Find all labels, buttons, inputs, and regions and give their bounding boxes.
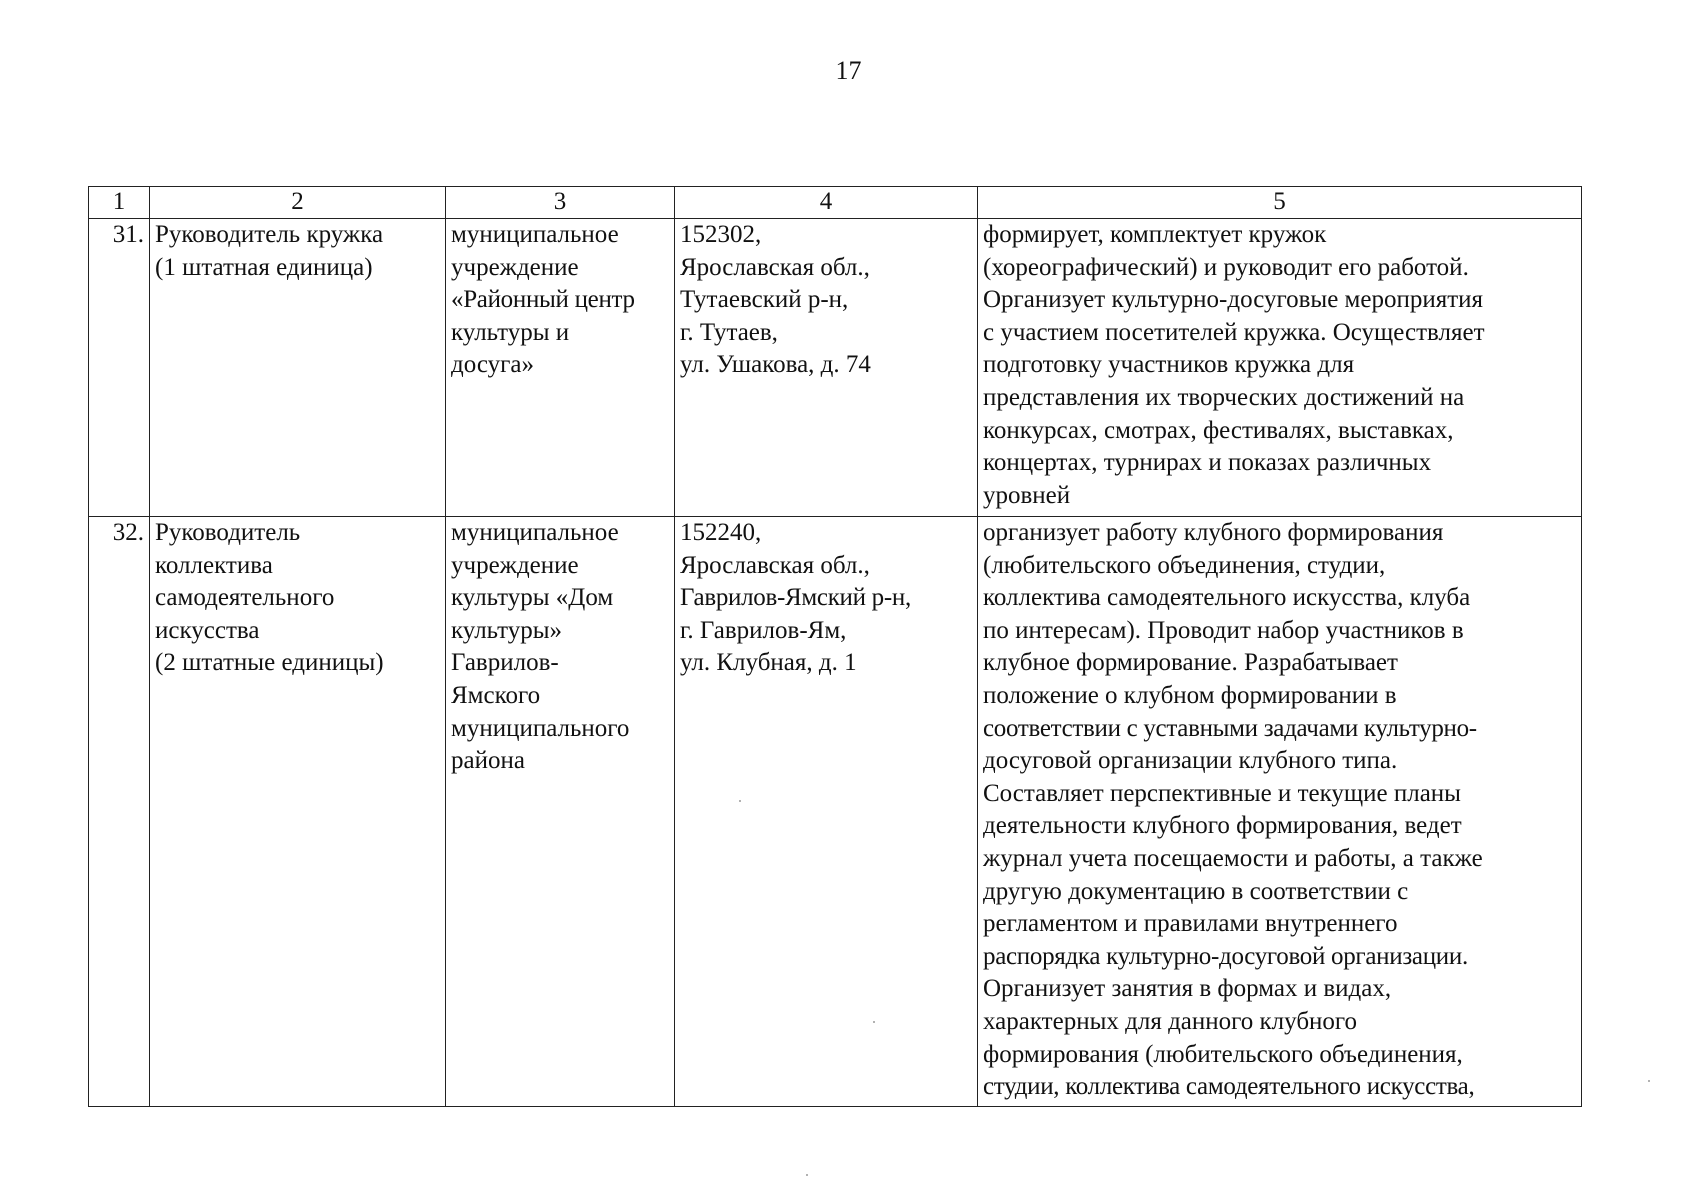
column-header: 1 — [89, 187, 150, 219]
text-line: клубное формирование. Разрабатывает — [983, 649, 1398, 677]
text-line: учреждение — [451, 551, 579, 579]
text-line: г. Гаврилов-Ям, — [680, 616, 847, 644]
text-line: формирования (любительского объединения, — [983, 1040, 1463, 1068]
text-line: характерных для данного клубного — [983, 1007, 1358, 1035]
row-number: 32. — [89, 517, 150, 1107]
scan-speck — [739, 800, 741, 802]
text-line: (хореографический) и руководит его работой. — [983, 253, 1469, 281]
position-cell — [150, 517, 446, 1107]
duties-cell — [978, 219, 1582, 517]
text-line: Гаврилов-Ямский р-н, — [680, 584, 911, 612]
text-line: Гаврилов- — [451, 649, 559, 677]
text-line: журнал учета посещаемости и работы, а также — [983, 844, 1483, 872]
text-line: культуры» — [451, 616, 563, 644]
text-line: «Районный центр — [451, 286, 635, 314]
text-line: (1 штатная единица) — [155, 253, 373, 281]
address-cell — [675, 517, 978, 1107]
text-line: района — [451, 747, 525, 775]
text-line: 152240, — [680, 519, 762, 546]
position-cell — [150, 219, 446, 517]
page-number: 17 — [835, 56, 862, 85]
text-line: концертах, турнирах и показах различных — [983, 449, 1432, 477]
organization-cell — [446, 517, 675, 1107]
column-header: 5 — [978, 187, 1582, 219]
text-line: с участием посетителей кружка. Осуществляет — [983, 318, 1485, 346]
scan-speck — [1648, 1080, 1650, 1082]
text-line: коллектива самодеятельного искусства, клуба — [983, 584, 1471, 612]
table-row — [89, 219, 1582, 517]
text-line: Ямского — [451, 681, 541, 709]
text-line: Руководитель — [155, 519, 301, 546]
text-line: Составляет перспективные и текущие планы — [983, 779, 1461, 807]
column-header: 4 — [675, 187, 978, 219]
text-line: Ярославская обл., — [680, 253, 870, 281]
text-line: Организует занятия в формах и видах, — [983, 975, 1392, 1003]
text-line: муниципальное — [451, 519, 619, 546]
text-line: ул. Клубная, д. 1 — [680, 649, 857, 677]
text-line: подготовку участников кружка для — [983, 351, 1355, 379]
text-line: деятельности клубного формирования, ведет — [983, 812, 1462, 840]
text-line: уровней — [983, 481, 1071, 509]
text-line: досуговой организации клубного типа. — [983, 747, 1398, 775]
text-line: г. Тутаев, — [680, 318, 778, 346]
text-line: Организует культурно-досуговые мероприятия — [983, 286, 1484, 314]
column-header: 3 — [446, 187, 675, 219]
text-line: конкурсах, смотрах, фестивалях, выставках, — [983, 416, 1454, 444]
text-line: самодеятельного — [155, 584, 335, 612]
address-cell — [675, 219, 978, 517]
table-header-row — [89, 187, 1582, 219]
text-line: Ярославская обл., — [680, 551, 870, 579]
text-line: соответствии с уставными задачами культурно- — [983, 714, 1477, 742]
text-line: другую документацию в соответствии с — [983, 877, 1409, 905]
text-line: формирует, комплектует кружок — [983, 221, 1327, 248]
text-line: студии, коллектива самодеятельного искусства, — [983, 1073, 1475, 1101]
text-line: организует работу клубного формирования — [983, 519, 1444, 546]
text-line: культуры «Дом — [451, 584, 614, 612]
text-line: культуры и — [451, 318, 570, 346]
text-line: Тутаевский р-н, — [680, 286, 849, 314]
text-line: 152302, — [680, 221, 762, 248]
column-header: 2 — [150, 187, 446, 219]
text-line: представления их творческих достижений на — [983, 383, 1465, 411]
text-line: распорядка культурно-досуговой организации. — [983, 942, 1468, 970]
row-number: 31. — [89, 219, 150, 517]
table-row — [89, 517, 1582, 1107]
text-line: коллектива — [155, 551, 273, 579]
text-line: регламентом и правилами внутреннего — [983, 910, 1398, 938]
scan-speck — [806, 1174, 808, 1176]
organization-cell — [446, 219, 675, 517]
text-line: ул. Ушакова, д. 74 — [680, 351, 871, 379]
text-line: (2 штатные единицы) — [155, 649, 384, 677]
text-line: досуга» — [451, 351, 534, 379]
text-line: искусства — [155, 616, 260, 644]
text-line: муниципальное — [451, 221, 619, 248]
text-line: Руководитель кружка — [155, 221, 384, 248]
text-line: (любительского объединения, студии, — [983, 551, 1386, 579]
duties-cell — [978, 517, 1582, 1107]
text-line: учреждение — [451, 253, 579, 281]
text-line: по интересам). Проводит набор участников в — [983, 616, 1464, 644]
text-line: положение о клубном формировании в — [983, 681, 1397, 709]
scan-speck — [873, 1021, 875, 1023]
positions-table — [88, 186, 1582, 1107]
text-line: муниципального — [451, 714, 630, 742]
